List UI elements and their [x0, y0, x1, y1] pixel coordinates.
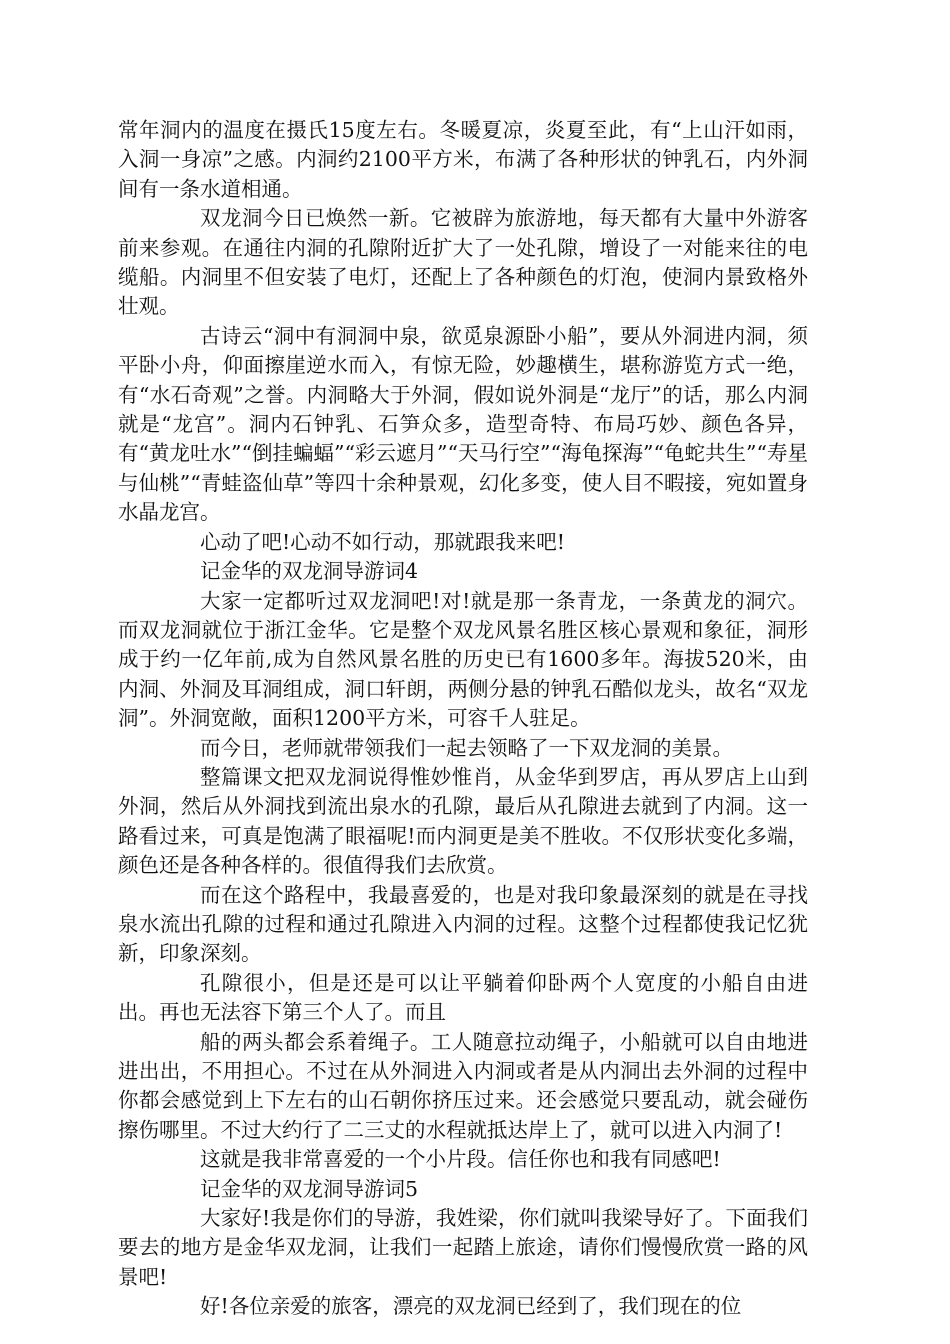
- paragraph-11: 船的两头都会系着绳子。工人随意拉动绳子，小船就可以自由地进进出出，不用担心。不过在从外洞进入内洞或者是从内洞出去外洞的过程中你都会感觉到上下左右的山石朝你挤压过来。还会感觉只要乱动，就会碰伤擦伤哪里。不过大约行了二三丈的水程就抵达岸上了，就可以进入内洞了!: [118, 1029, 808, 1142]
- paragraph-9: 而在这个路程中，我最喜爱的，也是对我印象最深刻的就是在寻找泉水流出孔隙的过程和通过孔隙进入内洞的过程。这整个过程都使我记忆犹新，印象深刻。: [118, 882, 808, 966]
- paragraph-4: 心动了吧!心动不如行动，那就跟我来吧!: [200, 529, 565, 554]
- paragraph-1: 常年洞内的温度在摄氏15度左右。冬暖夏凉，炎夏至此，有“上山汗如雨，入洞一身凉”之感。内洞约2100平方米，布满了各种形状的钟乳石，内外洞间有一条水道相通。: [118, 118, 808, 201]
- document-body: [118, 116, 808, 1322]
- paragraph-14: 大家好!我是你们的导游，我姓梁，你们就叫我梁导好了。下面我们要去的地方是金华双龙洞，让我们一起踏上旅途，请你们慢慢欣赏一路的风景吧!: [118, 1206, 808, 1289]
- paragraph-10: 孔隙很小，但是还是可以让平躺着仰卧两个人宽度的小船自由进出。再也无法容下第三个人了。而且: [118, 970, 808, 1025]
- section-heading-5: 记金华的双龙洞导游词5: [200, 1176, 419, 1201]
- paragraph-8: 整篇课文把双龙洞说得惟妙惟肖，从金华到罗店，再从罗店上山到外洞，然后从外洞找到流出泉水的孔隙，最后从孔隙进去就到了内洞。这一路看过来，可真是饱满了眼福呢!而内洞更是美不胜收。不仅形状变化多端，颜色还是各种各样的。很值得我们去欣赏。: [118, 764, 808, 878]
- paragraph-15: 好!各位亲爱的旅客，漂亮的双龙洞已经到了，我们现在的位: [200, 1294, 742, 1319]
- paragraph-7: 而今日，老师就带领我们一起去领略了一下双龙洞的美景。: [200, 735, 733, 760]
- paragraph-12: 这就是我非常喜爱的一个小片段。信任你也和我有同感吧!: [200, 1147, 721, 1172]
- paragraph-3: 古诗云“洞中有洞洞中泉，欲觅泉源卧小船”，要从外洞进内洞，须平卧小舟，仰面擦崖逆水而入，有惊无险，妙趣横生，堪称游览方式一绝，有“水石奇观”之誉。内洞略大于外洞，假如说外洞是“龙厅”的话，那么内洞就是“龙宫”。洞内石钟乳、石笋众多，造型奇特、布局巧妙、颜色各异，有“黄龙吐水”“倒挂蝙蝠”“彩云遮月”“天马行空”“海龟探海”“龟蛇共生”“寿星与仙桃”“青蛙盗仙草”等四十余种景观，幻化多变，使人目不暇接，宛如置身水晶龙宫。: [118, 323, 808, 525]
- paragraph-6: 大家一定都听过双龙洞吧!对!就是那一条青龙，一条黄龙的洞穴。而双龙洞就位于浙江金华。它是整个双龙风景名胜区核心景观和象征，洞形成于约一亿年前,成为自然风景名胜的历史已有1600多年。海拔520米，由内洞、外洞及耳洞组成，洞口轩朗，两侧分悬的钟乳石酷似龙头，故名“双龙洞”。外洞宽敞，面积1200平方米，可容千人驻足。: [118, 588, 808, 731]
- paragraph-2: 双龙洞今日已焕然一新。它被辟为旅游地，每天都有大量中外游客前来参观。在通往内洞的孔隙附近扩大了一处孔隙，增设了一对能来往的电缆船。内洞里不但安装了电灯，还配上了各种颜色的灯泡，使洞内景致格外壮观。: [118, 206, 808, 319]
- section-heading-4: 记金华的双龙洞导游词4: [200, 559, 419, 584]
